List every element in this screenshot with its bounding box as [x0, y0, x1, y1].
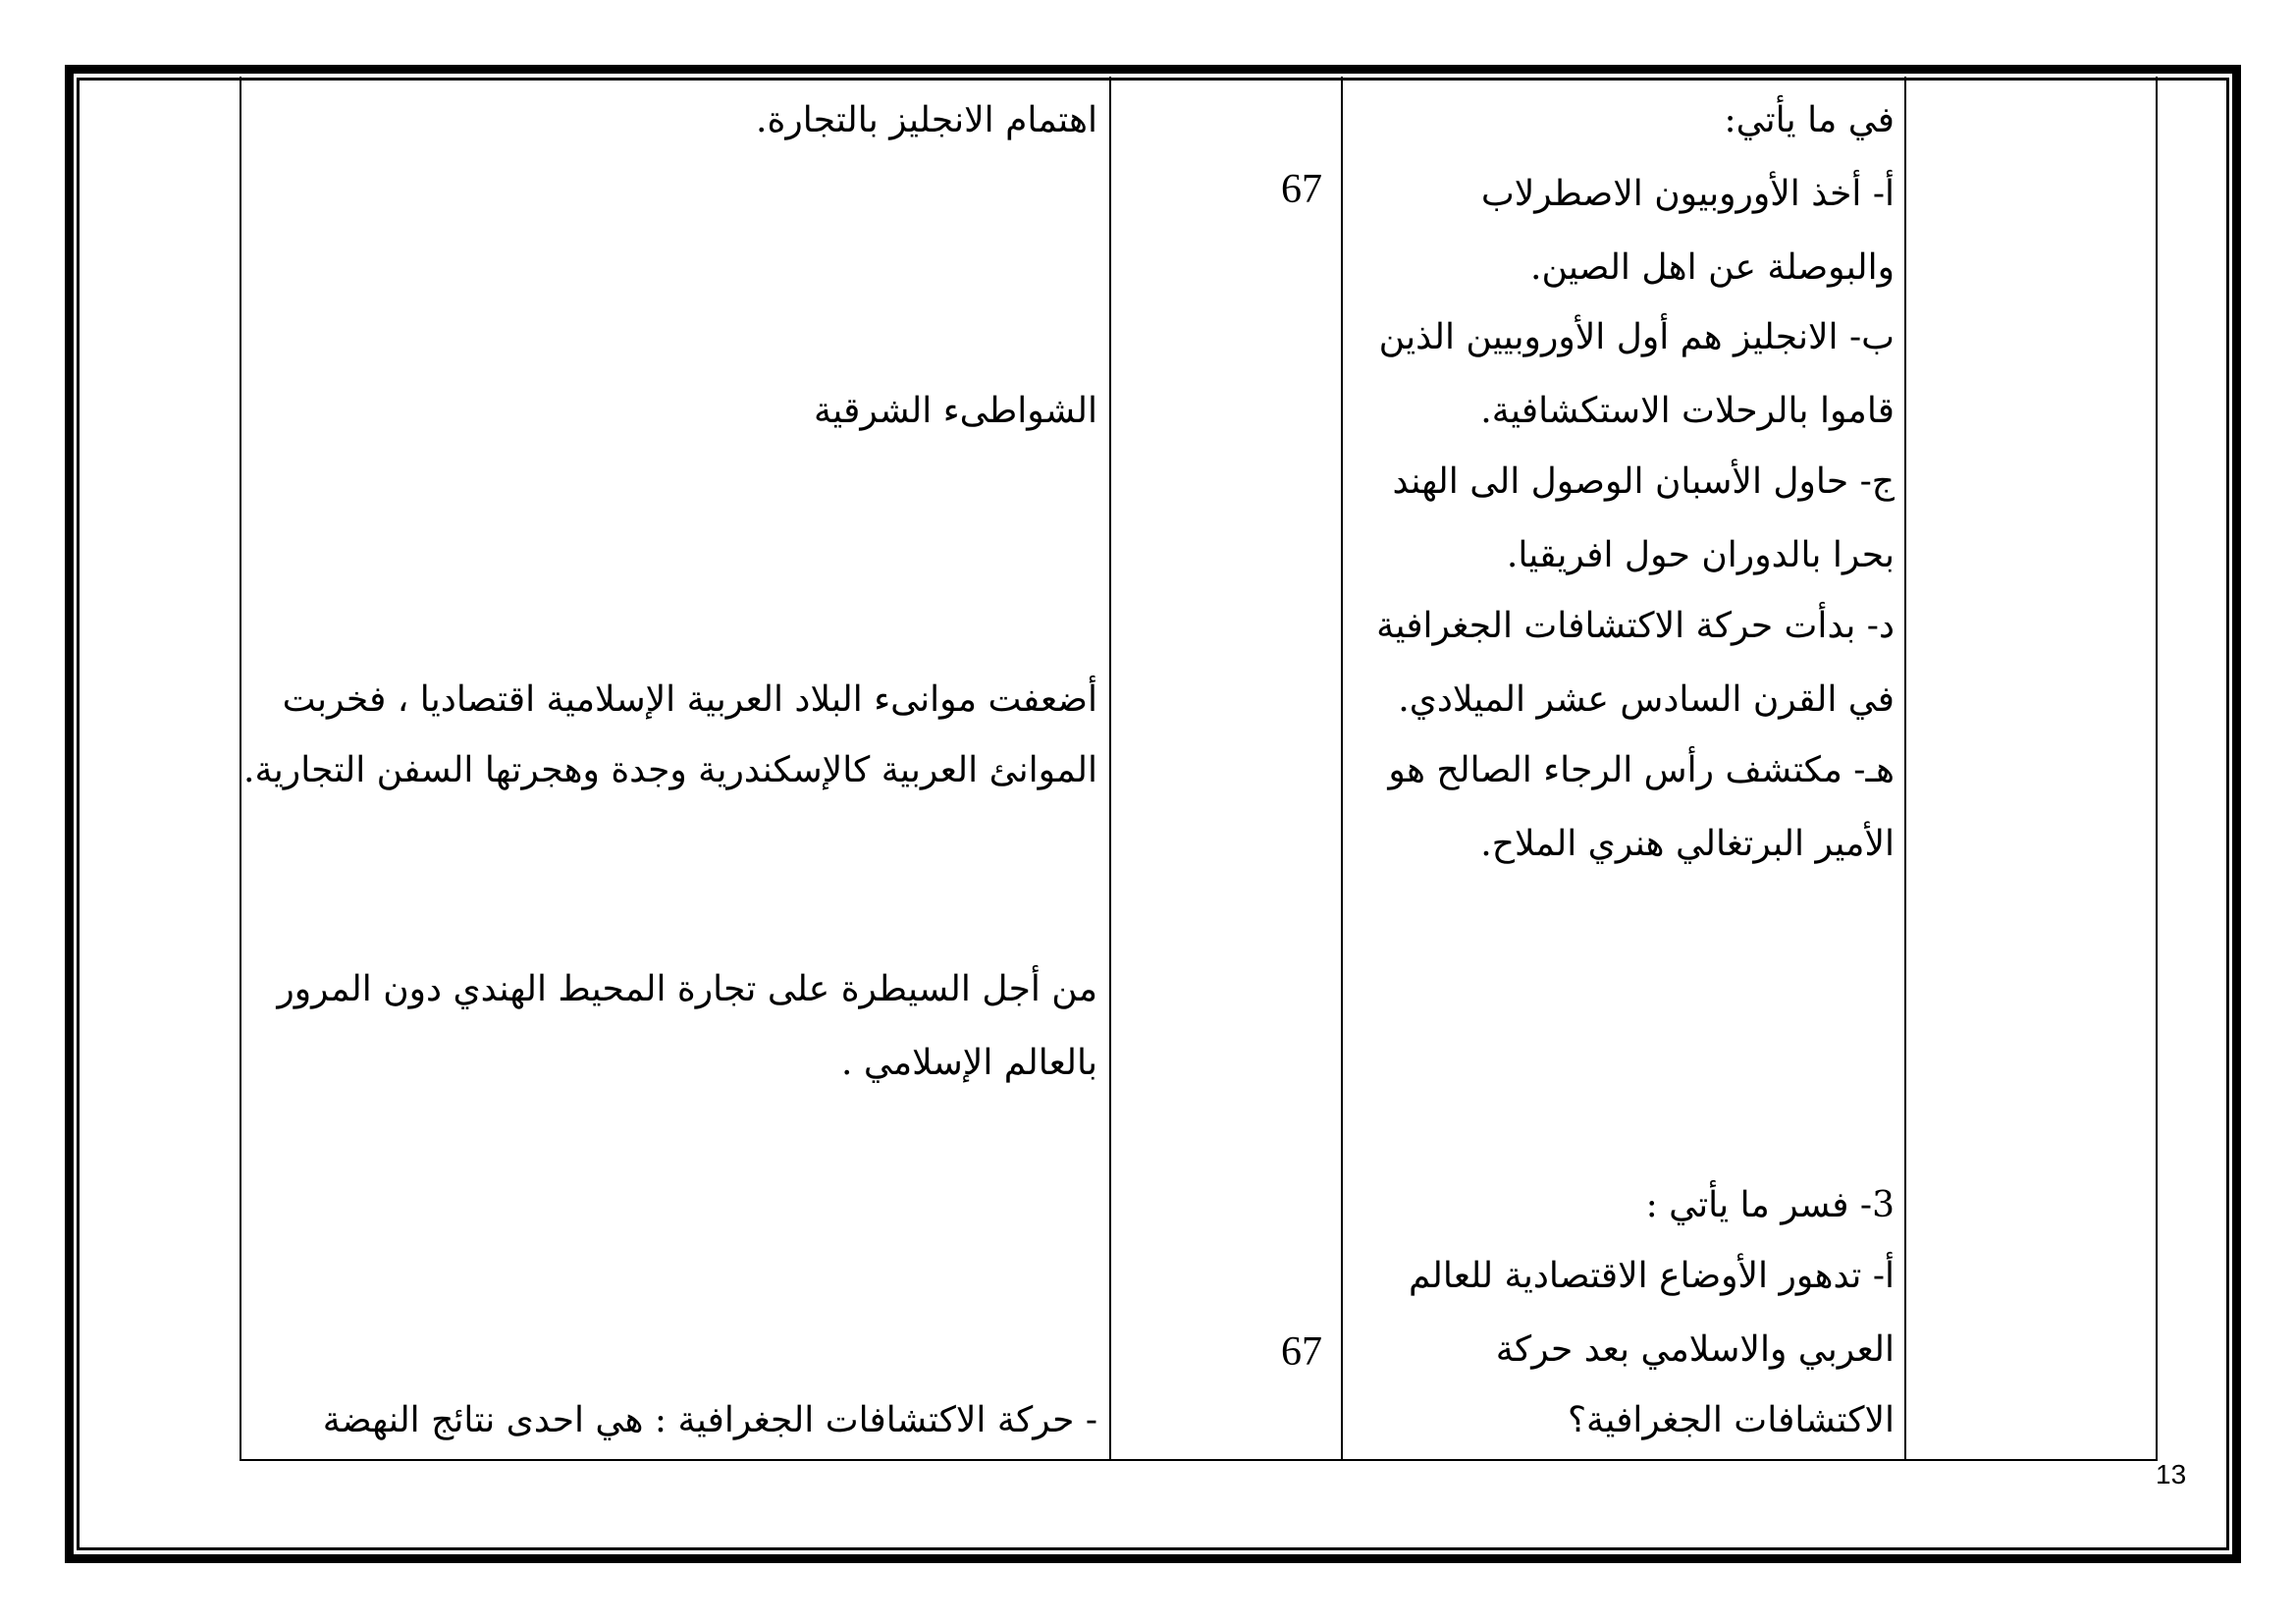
page-reference: 67	[1281, 167, 1322, 212]
answer-text: - حركة الاكتشافات الجغرافية : هي احدى نتائج النهضة	[322, 1400, 1097, 1440]
question-line: هـ- مكتشف رأس الرجاء الصالح هو	[1388, 750, 1895, 790]
question-intro: في ما يأتي:	[1724, 100, 1895, 140]
question-line: أ- أخذ الأوروبيون الاصطرلاب	[1480, 174, 1895, 214]
answer-text: بالعالم الإسلامي .	[840, 1043, 1097, 1083]
question-3-title: 3- فسر ما يأتي :	[1645, 1185, 1895, 1225]
page-reference: 67	[1281, 1329, 1322, 1375]
question-line: ج- حاول الأسبان الوصول الى الهند	[1392, 461, 1895, 502]
question-line: الأمير البرتغالي هنري الملاح.	[1480, 824, 1895, 864]
column-divider-answers	[1109, 77, 1111, 1461]
page-number: 13	[2156, 1459, 2187, 1489]
question-line: والبوصلة عن اهل الصين.	[1530, 247, 1895, 288]
answer-text: الشواطىء الشرقية	[813, 391, 1097, 431]
question-3-line: أ- تدهور الأوضاع الاقتصادية للعالم	[1408, 1256, 1895, 1296]
answer-text: أضعفت موانىء البلاد العربية الإسلامية اقتصاديا ، فخربت	[282, 679, 1097, 720]
column-divider-questions	[1904, 77, 1906, 1461]
answer-text: من أجل السيطرة على تجارة المحيط الهندي دون المرور	[277, 969, 1097, 1009]
answer-text: اهتمام الانجليز بالتجارة.	[756, 100, 1097, 140]
question-line: د- بدأت حركة الاكتشافات الجغرافية	[1376, 606, 1895, 646]
question-line: بحرا بالدوران حول افريقيا.	[1506, 535, 1895, 575]
question-line: قاموا بالرحلات الاستكشافية.	[1480, 391, 1895, 431]
question-3-line: العربي والاسلامي بعد حركة	[1495, 1329, 1895, 1370]
question-3-line: الاكتشافات الجغرافية؟	[1567, 1400, 1895, 1440]
answer-text: الموانئ العربية كالإسكندرية وجدة وهجرتها السفن التجارية.	[243, 750, 1097, 790]
question-line: ب- الانجليز هم أول الأوروبيين الذين	[1378, 317, 1895, 357]
question-line: في القرن السادس عشر الميلادي.	[1398, 679, 1895, 720]
column-divider-pages	[1341, 77, 1343, 1461]
